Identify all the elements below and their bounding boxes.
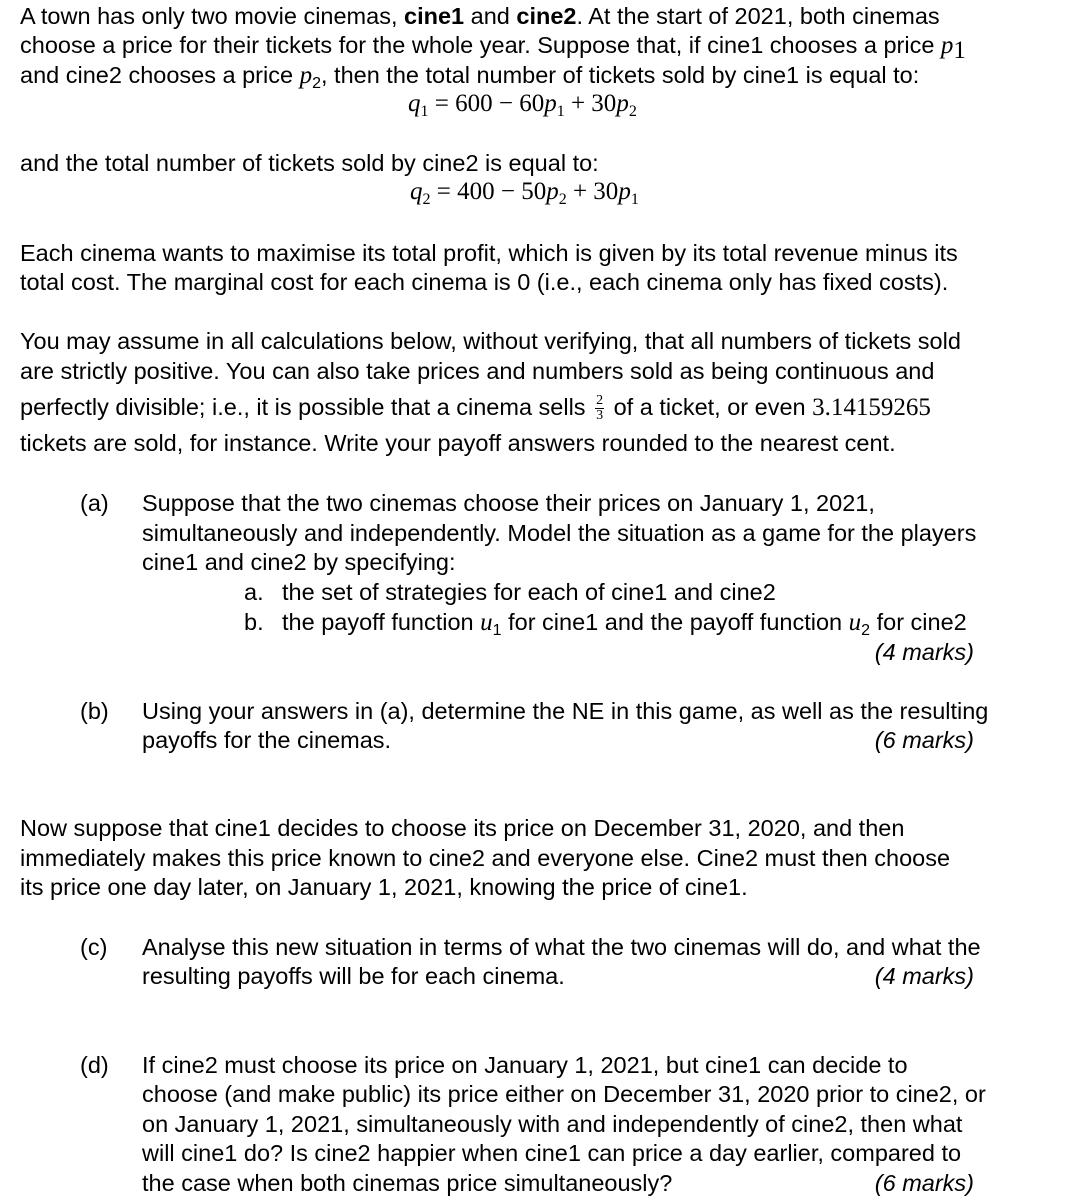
- question-a-sub-b-label: b.: [244, 609, 264, 635]
- question-b-line-1: Using your answers in (a), determine the NE in this game, as well as the resulting: [142, 698, 989, 724]
- question-b-line-2: payoffs for the cinemas.: [142, 727, 392, 753]
- question-d-line-1: If cine2 must choose its price on January 1, 2021, but cine1 can decide to: [142, 1052, 908, 1078]
- question-a-sub-a-text: the set of strategies for each of cine1 and cine2: [282, 579, 776, 605]
- intro-line-6: total cost. The marginal cost for each cinema is 0 (i.e., each cinema only has fixed costs).: [20, 269, 949, 295]
- intro-line-10: tickets are sold, for instance. Write your payoff answers rounded to the nearest cent.: [20, 430, 896, 456]
- question-c-line-1: Analyse this new situation in terms of what the two cinemas will do, and what the: [142, 934, 981, 960]
- equation-q2: $q_2 = 400 - 50p_2 + 30p_1$: [410, 178, 639, 208]
- intro-line-9: perfectly divisible; i.e., it is possible that a cinema sells $\frac{2}{3}$ of a ticket, or even 3.14159265: [20, 393, 931, 424]
- question-c-label: (c): [80, 934, 108, 960]
- question-a-marks: (4 marks): [874, 639, 974, 665]
- cine1-bold: cine1: [404, 3, 465, 29]
- question-d-label: (d): [80, 1052, 109, 1078]
- intro-line-1: A town has only two movie cinemas, cine1 and cine2. At the start of 2021, both cinemas: [20, 3, 940, 29]
- question-a-line-3: cine1 and cine2 by specifying:: [142, 549, 456, 575]
- fraction-two-thirds: $\frac{2}{3}$: [596, 393, 604, 424]
- intro-line-5: Each cinema wants to maximise its total profit, which is given by its total revenue minus its: [20, 240, 958, 266]
- question-c-line-2: resulting payoffs will be for each cinema.: [142, 963, 565, 989]
- question-d-line-5: the case when both cinemas price simultaneously?: [142, 1170, 673, 1196]
- cine2-bold: cine2: [516, 3, 577, 29]
- question-c-marks: (4 marks): [874, 963, 974, 989]
- question-d-marks: (6 marks): [874, 1170, 974, 1196]
- question-d-line-4: will cine1 do? Is cine2 happier when cine1 can price a day earlier, compared to: [142, 1140, 962, 1166]
- question-b-marks: (6 marks): [874, 727, 974, 753]
- question-a-label: (a): [80, 490, 109, 516]
- question-a-line-2: simultaneously and independently. Model the situation as a game for the players: [142, 520, 977, 546]
- question-d-line-3: on January 1, 2021, simultaneously with and independently of cine2, then what: [142, 1111, 963, 1137]
- question-d-line-2: choose (and make public) its price either on December 31, 2020 prior to cine2, or: [142, 1081, 986, 1107]
- question-b-label: (b): [80, 698, 109, 724]
- question-a-sub-b-text: the payoff function $u_1$ for cine1 and the payoff function $u_2$ for cine2: [282, 609, 967, 639]
- mid-line-2: immediately makes this price known to cine2 and everyone else. Cine2 must then choose: [20, 845, 951, 871]
- equation-q1: $q_1 = 600 - 60p_1 + 30p_2$: [408, 90, 637, 120]
- intro-line-8: are strictly positive. You can also take prices and numbers sold as being continuous and: [20, 358, 935, 384]
- question-a-sub-a-label: a.: [244, 579, 264, 605]
- mid-line-3: its price one day later, on January 1, 2021, knowing the price of cine1.: [20, 874, 748, 900]
- intro-line-7: You may assume in all calculations below, without verifying, that all numbers of tickets sold: [20, 328, 961, 354]
- intro-line-2: choose a price for their tickets for the whole year. Suppose that, if cine1 chooses a price $p_1$: [20, 32, 966, 64]
- mid-line-1: Now suppose that cine1 decides to choose its price on December 31, 2020, and then: [20, 815, 905, 841]
- question-a-line-1: Suppose that the two cinemas choose their prices on January 1, 2021,: [142, 490, 875, 516]
- intro-line-3: and cine2 chooses a price $p_2$, then the total number of tickets sold by cine1 is equal to:: [20, 62, 920, 92]
- intro-line-4: and the total number of tickets sold by cine2 is equal to:: [20, 150, 599, 176]
